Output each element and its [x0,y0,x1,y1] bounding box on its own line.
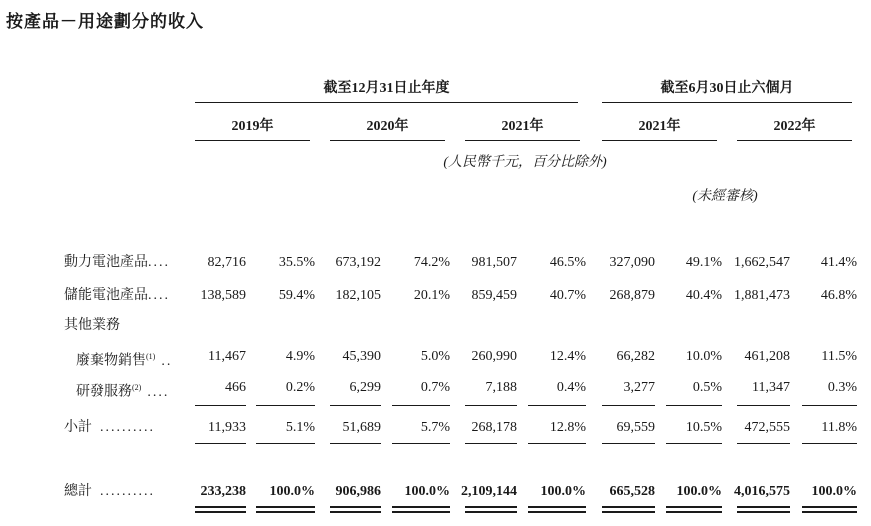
row-label-power-dots: .... [148,255,170,270]
double-rule-total-2019-pct [256,506,315,513]
cell-rnd-2019-amount: 466 [225,380,246,395]
rule-after-subtotal-2019-amount [195,443,246,444]
cell-total-2021h1-amount: 665,528 [609,484,655,499]
double-rule-total-2021h1-amount [602,506,655,513]
cell-rnd-2020-pct: 0.7% [420,380,450,395]
rule-before-subtotal-2021-pct [528,405,586,406]
group-header-six-months: 截至6月30日止六個月 [660,81,794,96]
year-header-2019-rule [195,140,310,141]
cell-storage-2022h1-pct: 46.8% [820,288,857,303]
cell-subtotal-2022h1-pct: 11.8% [821,420,857,435]
cell-rnd-2022h1-amount: 11,347 [752,380,790,395]
double-rule-total-2021h1-pct [666,506,722,513]
cell-subtotal-2020-amount: 51,689 [342,420,381,435]
cell-power-2019-pct: 35.5% [278,255,315,270]
cell-subtotal-2020-pct: 5.7% [420,420,450,435]
cell-storage-2019-amount: 138,589 [200,288,246,303]
rule-after-subtotal-2021h1-pct [666,443,722,444]
row-label-subtotal [64,420,155,436]
cell-storage-2021h1-amount: 268,879 [609,288,655,303]
double-rule-total-2022h1-amount [737,506,790,513]
row-label-subtotal-dots: .......... [100,420,155,435]
year-header-2021-h1: 2021年 [638,119,681,134]
cell-storage-2019-pct: 59.4% [278,288,315,303]
rule-before-subtotal-2021-amount [465,405,517,406]
cell-total-2020-amount: 906,986 [335,484,381,499]
row-label-power [64,255,170,271]
cell-power-2019-amount: 82,716 [207,255,246,270]
year-header-2022-h1-rule [737,140,852,141]
rule-after-subtotal-2021-amount [465,443,517,444]
cell-subtotal-2021-pct: 12.8% [549,420,586,435]
cell-power-2021h1-amount: 327,090 [609,255,655,270]
cell-rnd-2021-amount: 7,188 [485,380,517,395]
cell-waste-2020-amount: 45,390 [342,349,381,364]
cell-total-2019-pct: 100.0% [269,484,315,499]
cell-storage-2021-amount: 859,459 [471,288,517,303]
cell-total-2022h1-pct: 100.0% [811,484,857,499]
double-rule-total-2022h1-pct [802,506,857,513]
page-title: 按產品－用途劃分的收入 [6,12,204,32]
rule-after-subtotal-2021-pct [528,443,586,444]
rule-after-subtotal-2019-pct [256,443,315,444]
cell-rnd-2021h1-pct: 0.5% [692,380,722,395]
cell-total-2022h1-amount: 4,016,575 [734,484,790,499]
rule-before-subtotal-2022h1-amount [737,405,790,406]
cell-total-2020-pct: 100.0% [404,484,450,499]
cell-power-2022h1-amount: 1,662,547 [734,255,790,270]
double-rule-total-2021-pct [528,506,586,513]
rule-after-subtotal-2022h1-pct [802,443,857,444]
cell-power-2020-amount: 673,192 [335,255,381,270]
double-rule-total-2020-pct [392,506,450,513]
cell-total-2019-amount: 233,238 [200,484,246,499]
row-label-storage-text: 儲能電池產品 [64,288,148,303]
cell-rnd-2022h1-pct: 0.3% [827,380,857,395]
cell-power-2021h1-pct: 49.1% [685,255,722,270]
group-header-full-year-rule [195,102,578,103]
rule-before-subtotal-2020-amount [330,405,381,406]
rule-after-subtotal-2021h1-amount [602,443,655,444]
row-label-total-dots: .......... [100,484,155,499]
unaudited-note: (未經審核) [692,189,758,204]
year-header-2022-h1: 2022年 [773,119,816,134]
row-label-total [64,484,155,500]
row-label-storage [64,288,170,304]
rule-before-subtotal-2021h1-pct [666,405,722,406]
cell-waste-2021h1-pct: 10.0% [685,349,722,364]
cell-rnd-2021-pct: 0.4% [556,380,586,395]
cell-rnd-2021h1-amount: 3,277 [623,380,655,395]
double-rule-total-2021-amount [465,506,517,513]
rule-before-subtotal-2020-pct [392,405,450,406]
cell-subtotal-2021h1-amount: 69,559 [616,420,655,435]
cell-waste-2022h1-amount: 461,208 [744,349,790,364]
year-header-2021-rule [465,140,580,141]
cell-waste-2021-pct: 12.4% [549,349,586,364]
row-label-rnd-text: 研發服務 [76,384,132,400]
cell-waste-2022h1-pct: 11.5% [821,349,857,364]
group-header-six-months-rule [602,102,852,103]
rule-after-subtotal-2020-amount [330,443,381,444]
cell-waste-2021h1-amount: 66,282 [616,349,655,364]
cell-power-2021-amount: 981,507 [471,255,517,270]
row-label-waste-footnote: (1) [146,352,156,361]
rule-before-subtotal-2021h1-amount [602,405,655,406]
row-label-other: 其他業務 [64,318,120,333]
cell-rnd-2020-amount: 6,299 [349,380,381,395]
cell-waste-2020-pct: 5.0% [420,349,450,364]
row-label-waste-dots: .. [161,353,173,369]
cell-storage-2021h1-pct: 40.4% [685,288,722,303]
cell-storage-2021-pct: 40.7% [549,288,586,303]
cell-total-2021h1-pct: 100.0% [676,484,722,499]
row-label-rnd-dots: .... [147,384,170,400]
year-header-2021-h1-rule [602,140,717,141]
row-label-rnd-footnote: (2) [132,383,142,392]
cell-waste-2019-pct: 4.9% [285,349,315,364]
cell-waste-2019-amount: 11,467 [208,349,246,364]
cell-power-2022h1-pct: 41.4% [820,255,857,270]
cell-rnd-2019-pct: 0.2% [285,380,315,395]
row-label-total-text: 總計 [64,484,92,499]
cell-total-2021-amount: 2,109,144 [461,484,517,499]
rule-before-subtotal-2019-pct [256,405,315,406]
double-rule-total-2019-amount [195,506,246,513]
cell-storage-2020-amount: 182,105 [335,288,381,303]
cell-power-2021-pct: 46.5% [549,255,586,270]
row-label-subtotal-text: 小計 [64,420,92,435]
year-header-2021: 2021年 [501,119,544,134]
cell-power-2020-pct: 74.2% [413,255,450,270]
year-header-2020: 2020年 [366,119,409,134]
row-label-waste-text: 廢棄物銷售 [76,353,146,369]
double-rule-total-2020-amount [330,506,381,513]
cell-subtotal-2022h1-amount: 472,555 [744,420,790,435]
cell-subtotal-2021h1-pct: 10.5% [685,420,722,435]
cell-waste-2021-amount: 260,990 [471,349,517,364]
row-label-storage-dots: .... [148,288,170,303]
rule-after-subtotal-2022h1-amount [737,443,790,444]
cell-storage-2020-pct: 20.1% [413,288,450,303]
year-header-2019: 2019年 [231,119,274,134]
row-label-power-text: 動力電池產品 [64,255,148,270]
rule-before-subtotal-2019-amount [195,405,246,406]
rule-before-subtotal-2022h1-pct [802,405,857,406]
group-header-full-year: 截至12月31日止年度 [323,81,450,96]
cell-total-2021-pct: 100.0% [540,484,586,499]
cell-subtotal-2021-amount: 268,178 [471,420,517,435]
cell-subtotal-2019-amount: 11,933 [208,420,246,435]
year-header-2020-rule [330,140,445,141]
unit-note: (人民幣千元，百分比除外) [443,155,607,170]
rule-after-subtotal-2020-pct [392,443,450,444]
cell-subtotal-2019-pct: 5.1% [285,420,315,435]
cell-storage-2022h1-amount: 1,881,473 [734,288,790,303]
